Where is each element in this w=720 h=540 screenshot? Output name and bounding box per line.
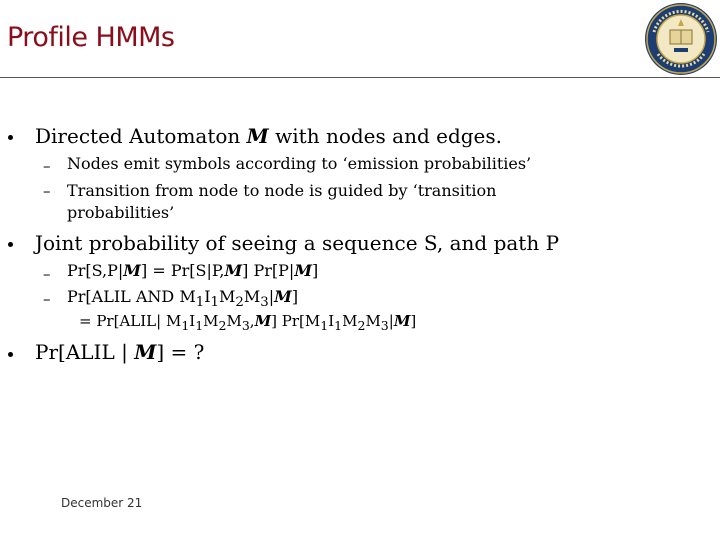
math-var: M bbox=[254, 312, 272, 330]
subscript: 1 bbox=[195, 318, 204, 333]
text: ] Pr[M bbox=[271, 312, 321, 330]
math-var: M bbox=[134, 340, 157, 364]
math-var: M bbox=[294, 261, 313, 280]
bullet-directed-automaton bbox=[35, 124, 502, 148]
text-line: Transition from node to node is guided by ‘transition bbox=[67, 181, 497, 200]
bullet-dot bbox=[8, 242, 13, 247]
text: ] Pr[P| bbox=[242, 261, 295, 280]
subscript: 2 bbox=[235, 295, 244, 311]
bullet-dot bbox=[8, 352, 13, 357]
sub-emission: Nodes emit symbols according to ‘emission probabilities’ bbox=[67, 154, 532, 173]
subscript: 3 bbox=[241, 318, 250, 333]
text: I bbox=[189, 312, 196, 330]
subscript: 1 bbox=[334, 318, 343, 333]
text: | bbox=[268, 287, 275, 306]
text-line: probabilities’ bbox=[67, 203, 175, 222]
subscript: 2 bbox=[357, 318, 366, 333]
text: ] bbox=[410, 312, 417, 330]
title-divider bbox=[0, 77, 720, 78]
bullet-pr-alil-question bbox=[35, 340, 204, 364]
text: Directed Automaton bbox=[35, 124, 247, 148]
text: Pr[ALIL | bbox=[35, 340, 135, 364]
text: Pr[ALIL AND M bbox=[67, 287, 196, 306]
sub-dash: – bbox=[43, 157, 51, 175]
subscript: 1 bbox=[181, 318, 190, 333]
text: M bbox=[226, 312, 242, 330]
sub-pr-sp bbox=[67, 260, 318, 282]
bullet-joint-probability: Joint probability of seeing a sequence S, and path P bbox=[35, 231, 560, 255]
text: M bbox=[342, 312, 358, 330]
text: ] bbox=[312, 261, 319, 280]
text: | bbox=[388, 312, 394, 330]
sub-transition bbox=[67, 180, 496, 224]
text: M bbox=[203, 312, 219, 330]
math-var: M bbox=[274, 287, 292, 306]
bullet-dot bbox=[8, 135, 13, 140]
text: I bbox=[328, 312, 335, 330]
math-var: M bbox=[123, 261, 142, 280]
subscript: 1 bbox=[195, 295, 205, 311]
university-seal-logo bbox=[644, 2, 718, 76]
text: ] bbox=[291, 287, 299, 306]
subscript: 3 bbox=[260, 295, 269, 311]
text: I bbox=[204, 287, 211, 306]
text: ] = ? bbox=[156, 340, 205, 364]
subscript: 1 bbox=[320, 318, 329, 333]
subscript: 3 bbox=[380, 318, 389, 333]
text: = Pr[ALIL| M bbox=[79, 312, 182, 330]
footer-date: December 21 bbox=[61, 496, 143, 510]
text: M bbox=[365, 312, 381, 330]
text: M bbox=[243, 287, 261, 306]
text: M bbox=[219, 287, 236, 306]
text: Pr[S,P| bbox=[67, 261, 124, 280]
subscript: 2 bbox=[218, 318, 227, 333]
subscript: 1 bbox=[210, 295, 220, 311]
sub-pr-alil-and bbox=[67, 286, 298, 314]
math-var: M bbox=[224, 261, 243, 280]
sub-dash: – bbox=[43, 182, 51, 200]
text: ] = Pr[S|P, bbox=[141, 261, 225, 280]
text: with nodes and edges. bbox=[268, 124, 503, 148]
sub-dash: – bbox=[43, 265, 51, 283]
math-var: M bbox=[393, 312, 411, 330]
text: , bbox=[249, 312, 255, 330]
math-var: M bbox=[246, 124, 269, 148]
sub-dash: – bbox=[43, 290, 51, 308]
sub-pr-alil-expansion bbox=[79, 312, 416, 333]
slide-title: Profile HMMs bbox=[7, 22, 175, 53]
